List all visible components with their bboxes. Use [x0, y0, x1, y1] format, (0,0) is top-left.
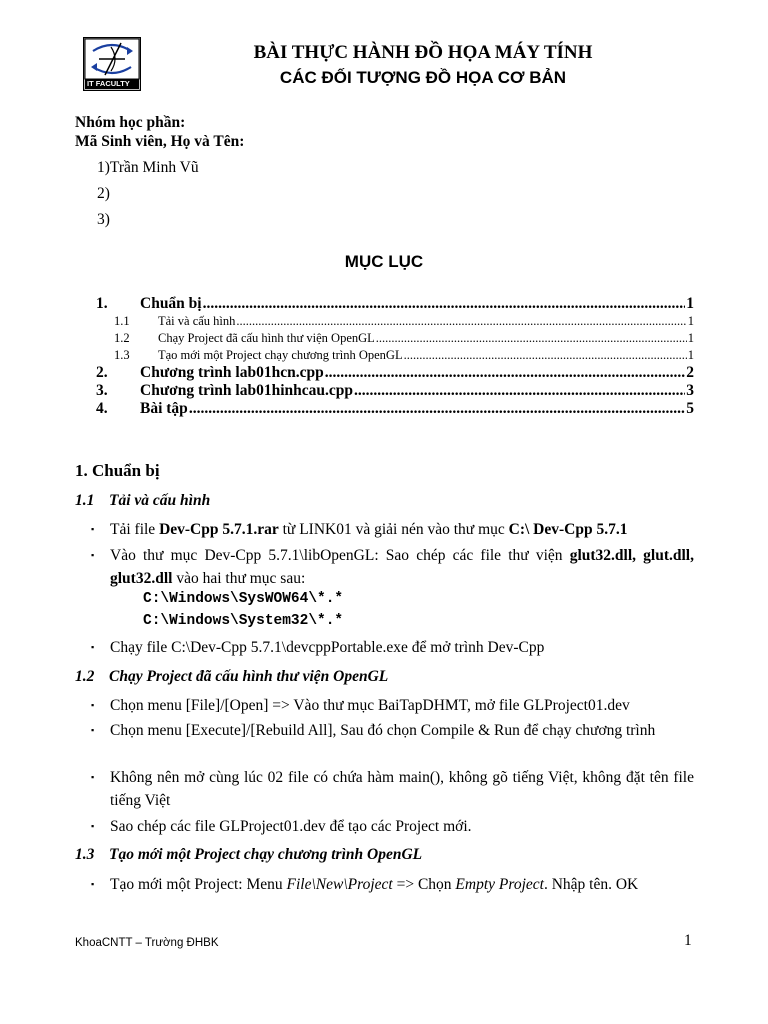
- list-item: [91, 518, 694, 541]
- text-run: từ LINK01 và giải nén vào thư mục: [278, 521, 509, 538]
- toc-entry[interactable]: [96, 382, 694, 400]
- toc-leader: [404, 348, 687, 363]
- toc-entry-page: 1: [687, 348, 694, 362]
- member-2: 2): [97, 185, 110, 202]
- bullet-marker: ▪: [91, 821, 95, 831]
- list-item: [91, 766, 694, 812]
- toc-entry-text: Chuẩn bị: [140, 295, 202, 312]
- toc-entry-page: 3: [686, 382, 694, 399]
- toc-entry-number: 2.: [96, 364, 108, 381]
- toc-entry-number: 1.: [96, 295, 108, 312]
- list-item: [91, 694, 694, 717]
- toc-entry-page: 1: [687, 331, 694, 345]
- bullet-marker: ▪: [91, 772, 95, 782]
- project-type: Empty Project: [455, 876, 544, 893]
- bullet-marker: ▪: [91, 524, 95, 534]
- subsection-heading: [75, 492, 210, 510]
- subsection-heading: [75, 846, 422, 864]
- footer-text: KhoaCNTT – Trường ĐHBK: [75, 937, 219, 949]
- toc-entry-text: Tạo mới một Project chạy chương trình OpenGL: [158, 348, 403, 362]
- list-item-text: Chạy file C:\Dev-Cpp 5.7.1\devcppPortable.exe để mở trình Dev-Cpp: [110, 639, 545, 656]
- toc-entry[interactable]: [114, 331, 694, 346]
- toc-leader: [325, 364, 686, 382]
- document-subtitle: CÁC ĐỐI TƯỢNG ĐỒ HỌA CƠ BẢN: [279, 68, 567, 87]
- group-label: Nhóm học phần:: [75, 114, 186, 131]
- folder-path: C:\ Dev-Cpp 5.7.1: [508, 521, 628, 538]
- bullet-marker: ▪: [91, 725, 95, 735]
- list-item: [91, 815, 694, 838]
- subsection-heading: [75, 668, 388, 686]
- list-item: [91, 544, 694, 590]
- subsection-title: Tải và cấu hình: [109, 492, 211, 509]
- list-item-text: Sao chép các file GLProject01.dev để tạo các Project mới.: [110, 818, 472, 835]
- logo-text: IT FACULTY: [87, 79, 130, 88]
- toc-entry[interactable]: [114, 348, 694, 363]
- subsection-title: Chạy Project đã cấu hình thư viện OpenGL: [109, 668, 389, 685]
- text-run: Vào thư mục Dev-Cpp 5.7.1\libOpenGL: Sao chép các file thư viện: [110, 547, 570, 564]
- toc-entry-text: Chương trình lab01hcn.cpp: [140, 364, 324, 381]
- toc-entry-number: 3.: [96, 382, 108, 399]
- toc-entry-text: Chạy Project đã cấu hình thư viện OpenGL: [158, 331, 375, 345]
- menu-path: File\New\Project: [286, 876, 393, 893]
- path-line: C:\Windows\System32\*.*: [143, 613, 344, 629]
- toc-leader: [354, 382, 685, 400]
- toc-entry[interactable]: [96, 364, 694, 382]
- toc-entry-number: 1.3: [114, 348, 130, 362]
- text-run: => Chọn: [392, 876, 456, 893]
- list-item-text: Chọn menu [File]/[Open] => Vào thư mục BaiTapDHMT, mở file GLProject01.dev: [110, 697, 630, 714]
- bullet-marker: ▪: [91, 700, 95, 710]
- list-item: [91, 636, 694, 659]
- subsection-number: 1.2: [75, 668, 95, 685]
- list-item: [91, 719, 694, 742]
- text-run: vào hai thư mục sau:: [172, 570, 306, 587]
- toc-entry-text: Bài tập: [140, 400, 188, 417]
- toc-entry-number: 4.: [96, 400, 108, 417]
- bullet-marker: ▪: [91, 550, 95, 560]
- faculty-logo: [83, 37, 141, 91]
- toc-entry-page: 1: [687, 314, 694, 328]
- section-heading: 1. Chuẩn bị: [75, 461, 160, 480]
- member-3: 3): [97, 211, 110, 228]
- toc-entry[interactable]: [96, 400, 694, 418]
- toc-entry-number: 1.1: [114, 314, 130, 328]
- toc-leader: [203, 295, 686, 313]
- toc-leader: [376, 331, 687, 346]
- toc-entry-number: 1.2: [114, 331, 130, 345]
- student-label: Mã Sinh viên, Họ và Tên:: [75, 133, 245, 150]
- toc-entry-page: 5: [686, 400, 694, 417]
- text-run: Tải file: [110, 521, 160, 538]
- toc-entry-page: 1: [686, 295, 694, 312]
- member-1: 1)Trần Minh Vũ: [97, 159, 199, 176]
- subsection-title: Tạo mới một Project chạy chương trình OpenGL: [109, 846, 423, 863]
- list-item-text: Không nên mở cùng lúc 02 file có chứa hàm main(), không gõ tiếng Việt, không đặt tên file tiếng Việt: [110, 769, 694, 809]
- text-run: . Nhập tên. OK: [543, 876, 639, 893]
- toc-entry-page: 2: [686, 364, 694, 381]
- file-name: Dev-Cpp 5.7.1.rar: [159, 521, 279, 538]
- document-title: BÀI THỰC HÀNH ĐỒ HỌA MÁY TÍNH: [253, 42, 593, 63]
- toc-entry-text: Chương trình lab01hinhcau.cpp: [140, 382, 353, 399]
- toc-entry-text: Tải và cấu hình: [158, 314, 236, 328]
- toc-title: MỤC LỤC: [344, 252, 424, 271]
- library-files: glut32.dll, glut.dll, glut32.dll: [110, 547, 694, 587]
- toc-entry[interactable]: [96, 295, 694, 313]
- toc-leader: [236, 314, 686, 329]
- bullet-marker: ▪: [91, 642, 95, 652]
- toc-leader: [189, 400, 685, 418]
- page-number: 1: [684, 932, 692, 949]
- list-item-text: Chọn menu [Execute]/[Rebuild All], Sau đó chọn Compile & Run để chạy chương trình: [110, 722, 656, 739]
- path-line: C:\Windows\SysWOW64\*.*: [143, 591, 344, 607]
- bullet-marker: ▪: [91, 879, 95, 889]
- toc-entry[interactable]: [114, 314, 694, 329]
- subsection-number: 1.3: [75, 846, 95, 863]
- list-item: [91, 873, 694, 896]
- subsection-number: 1.1: [75, 492, 95, 509]
- text-run: Tạo mới một Project: Menu: [110, 876, 287, 893]
